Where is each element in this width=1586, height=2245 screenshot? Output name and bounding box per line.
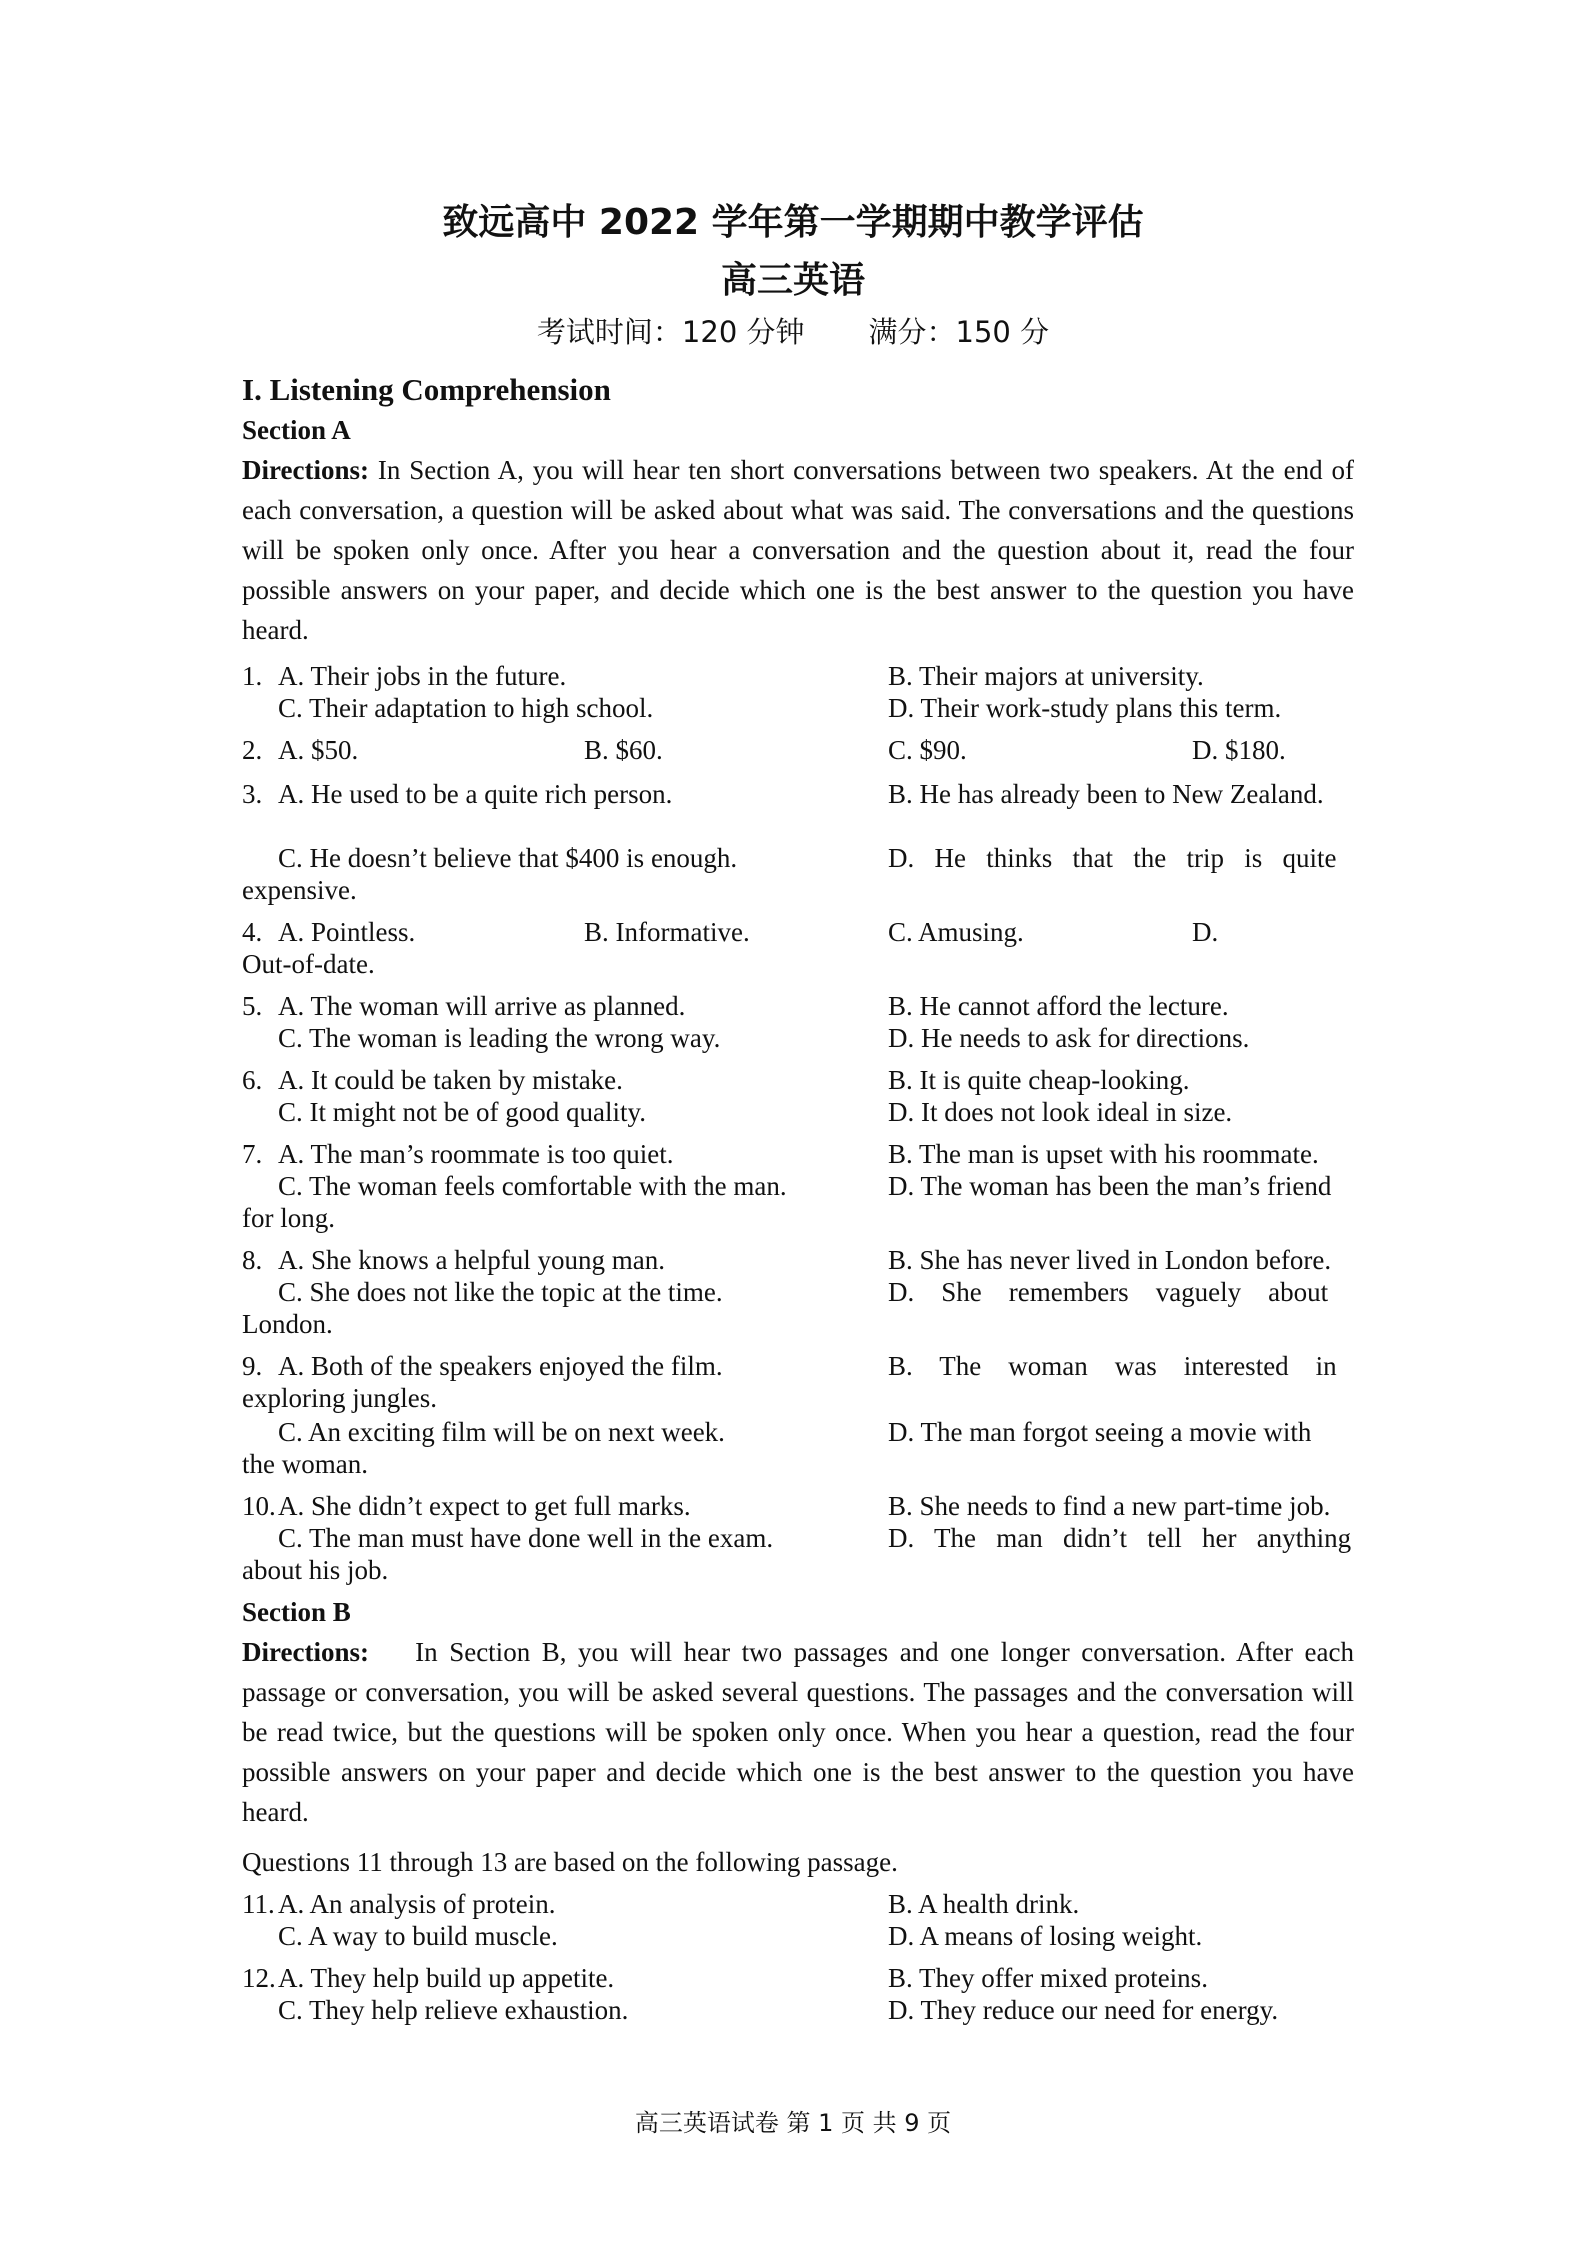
option-a: A. They help build up appetite.: [278, 1963, 615, 1993]
question-number: 4.: [242, 917, 263, 947]
question-11: [242, 1888, 1354, 1952]
section-b-directions: [242, 1632, 1361, 1832]
part-heading: I. Listening Comprehension: [242, 372, 611, 407]
option-b: B. The man is upset with his roommate.: [888, 1139, 1319, 1169]
question-8: [242, 1244, 1354, 1340]
option-d-continued: about his job.: [242, 1555, 389, 1585]
option-b: B. They offer mixed proteins.: [888, 1963, 1208, 1993]
option-d: D. Their work-study plans this term.: [888, 693, 1282, 723]
option-b: B. $60.: [584, 735, 663, 765]
option-c: C. She does not like the topic at the time.: [278, 1277, 723, 1307]
question-number: 2.: [242, 735, 263, 765]
option-b: B. Their majors at university.: [888, 661, 1204, 691]
option-d: D. They reduce our need for energy.: [888, 1995, 1279, 2025]
option-b: B. Informative.: [584, 917, 750, 947]
section-b-heading: Section B: [242, 1597, 351, 1627]
exam-title: 致远高中 2022 学年第一学期期中教学评估: [442, 202, 1144, 243]
option-b-continued: exploring jungles.: [242, 1383, 437, 1413]
option-c: C. A way to build muscle.: [278, 1921, 558, 1951]
page-footer: 高三英语试卷 第 1 页 共 9 页: [634, 2109, 952, 2137]
question-number: 9.: [242, 1351, 263, 1381]
option-a: A. Both of the speakers enjoyed the film.: [278, 1351, 723, 1381]
option-d-continued: Out-of-date.: [242, 949, 375, 979]
directions-label: Directions:: [242, 455, 369, 485]
option-a: A. The man’s roommate is too quiet.: [278, 1139, 674, 1169]
option-a: A. $50.: [278, 735, 359, 765]
option-d: D. The man forgot seeing a movie with: [888, 1417, 1312, 1447]
question-number: 10.: [242, 1491, 276, 1521]
option-d: D. He needs to ask for directions.: [888, 1023, 1250, 1053]
question-5: [242, 990, 1354, 1054]
exam-info: [0, 310, 1586, 351]
option-a: A. She knows a helpful young man.: [278, 1245, 665, 1275]
option-b: B. The woman was interested in: [888, 1351, 1337, 1381]
option-c: C. The woman feels comfortable with the man.: [278, 1171, 787, 1201]
option-d-continued: for long.: [242, 1203, 335, 1233]
question-4: [242, 916, 1354, 980]
question-10: [242, 1490, 1354, 1586]
question-number: 8.: [242, 1245, 263, 1275]
option-a: A. It could be taken by mistake.: [278, 1065, 623, 1095]
option-b: B. She has never lived in London before.: [888, 1245, 1332, 1275]
option-d: D. The woman has been the man’s friend: [888, 1171, 1332, 1201]
option-b: B. He cannot afford the lecture.: [888, 991, 1229, 1021]
option-c: C. Amusing.: [888, 917, 1024, 947]
option-a: A. She didn’t expect to get full marks.: [278, 1491, 691, 1521]
section-a-heading: Section A: [242, 415, 351, 445]
option-d: D.: [1192, 917, 1219, 947]
option-d-continued: London.: [242, 1309, 333, 1339]
question-9: [242, 1350, 1354, 1480]
exam-content: [242, 370, 1361, 2026]
question-number: 1.: [242, 661, 263, 691]
option-d: D. It does not look ideal in size.: [888, 1097, 1233, 1127]
question-number: 11.: [242, 1889, 275, 1919]
option-c: C. They help relieve exhaustion.: [278, 1995, 629, 2025]
option-d-continued: expensive.: [242, 875, 357, 905]
option-a: A. Their jobs in the future.: [278, 661, 567, 691]
option-b: B. She needs to find a new part-time job.: [888, 1491, 1331, 1521]
option-b: B. It is quite cheap-looking.: [888, 1065, 1190, 1095]
option-a: A. An analysis of protein.: [278, 1889, 556, 1919]
option-c: C. $90.: [888, 735, 967, 765]
option-d-continued: the woman.: [242, 1449, 368, 1479]
option-c: C. Their adaptation to high school.: [278, 693, 654, 723]
option-d: D. She remembers vaguely about: [888, 1277, 1329, 1307]
question-7: [242, 1138, 1354, 1234]
question-number: 5.: [242, 991, 263, 1021]
passage-intro: Questions 11 through 13 are based on the following passage.: [242, 1847, 898, 1877]
question-number: 6.: [242, 1065, 263, 1095]
exam-subject: 高三英语: [720, 260, 865, 301]
question-number: 12.: [242, 1963, 276, 1993]
option-b: B. He has already been to New Zealand.: [888, 779, 1324, 809]
directions-label: Directions:: [242, 1637, 369, 1667]
directions-text: In Section B, you will hear two passages and one longer conversation. After each passage or conversation, you will be asked several questions. The passages and the conversation will be read twice, but the questions will be spoken only once. When you hear a question, read the four possible answers on your paper and decide which one is the best answer to the question you have heard.: [242, 1637, 1361, 1827]
option-d: D. $180.: [1192, 735, 1286, 765]
option-c: C. The woman is leading the wrong way.: [278, 1023, 721, 1053]
question-number: 3.: [242, 779, 263, 809]
option-a: A. The woman will arrive as planned.: [278, 991, 686, 1021]
option-c: C. An exciting film will be on next week.: [278, 1417, 725, 1447]
option-a: A. He used to be a quite rich person.: [278, 779, 673, 809]
question-3: [242, 778, 1354, 906]
question-6: [242, 1064, 1354, 1128]
question-1: [242, 660, 1354, 724]
question-2: [242, 734, 1354, 766]
option-c: C. The man must have done well in the exam.: [278, 1523, 774, 1553]
option-d: D. The man didn’t tell her anything: [888, 1523, 1352, 1553]
option-d: D. He thinks that the trip is quite: [888, 843, 1337, 873]
question-number: 7.: [242, 1139, 263, 1169]
option-d: D. A means of losing weight.: [888, 1921, 1203, 1951]
option-b: B. A health drink.: [888, 1889, 1080, 1919]
exam-score: 满分：150 分: [868, 315, 1050, 349]
section-a-directions: [242, 450, 1354, 650]
question-12: [242, 1962, 1354, 2026]
option-a: A. Pointless.: [278, 917, 416, 947]
option-c: C. It might not be of good quality.: [278, 1097, 646, 1127]
option-c: C. He doesn’t believe that $400 is enough.: [278, 843, 738, 873]
exam-time: 考试时间：120 分钟: [536, 315, 805, 349]
directions-text: In Section A, you will hear ten short conversations between two speakers. At the end of each conversation, a question will be asked about what was said. The conversations and the questions will be spoken only once. After you hear a conversation and the question about it, read the four possible answers on your paper, and decide which one is the best answer to the question you have heard.: [242, 455, 1354, 645]
